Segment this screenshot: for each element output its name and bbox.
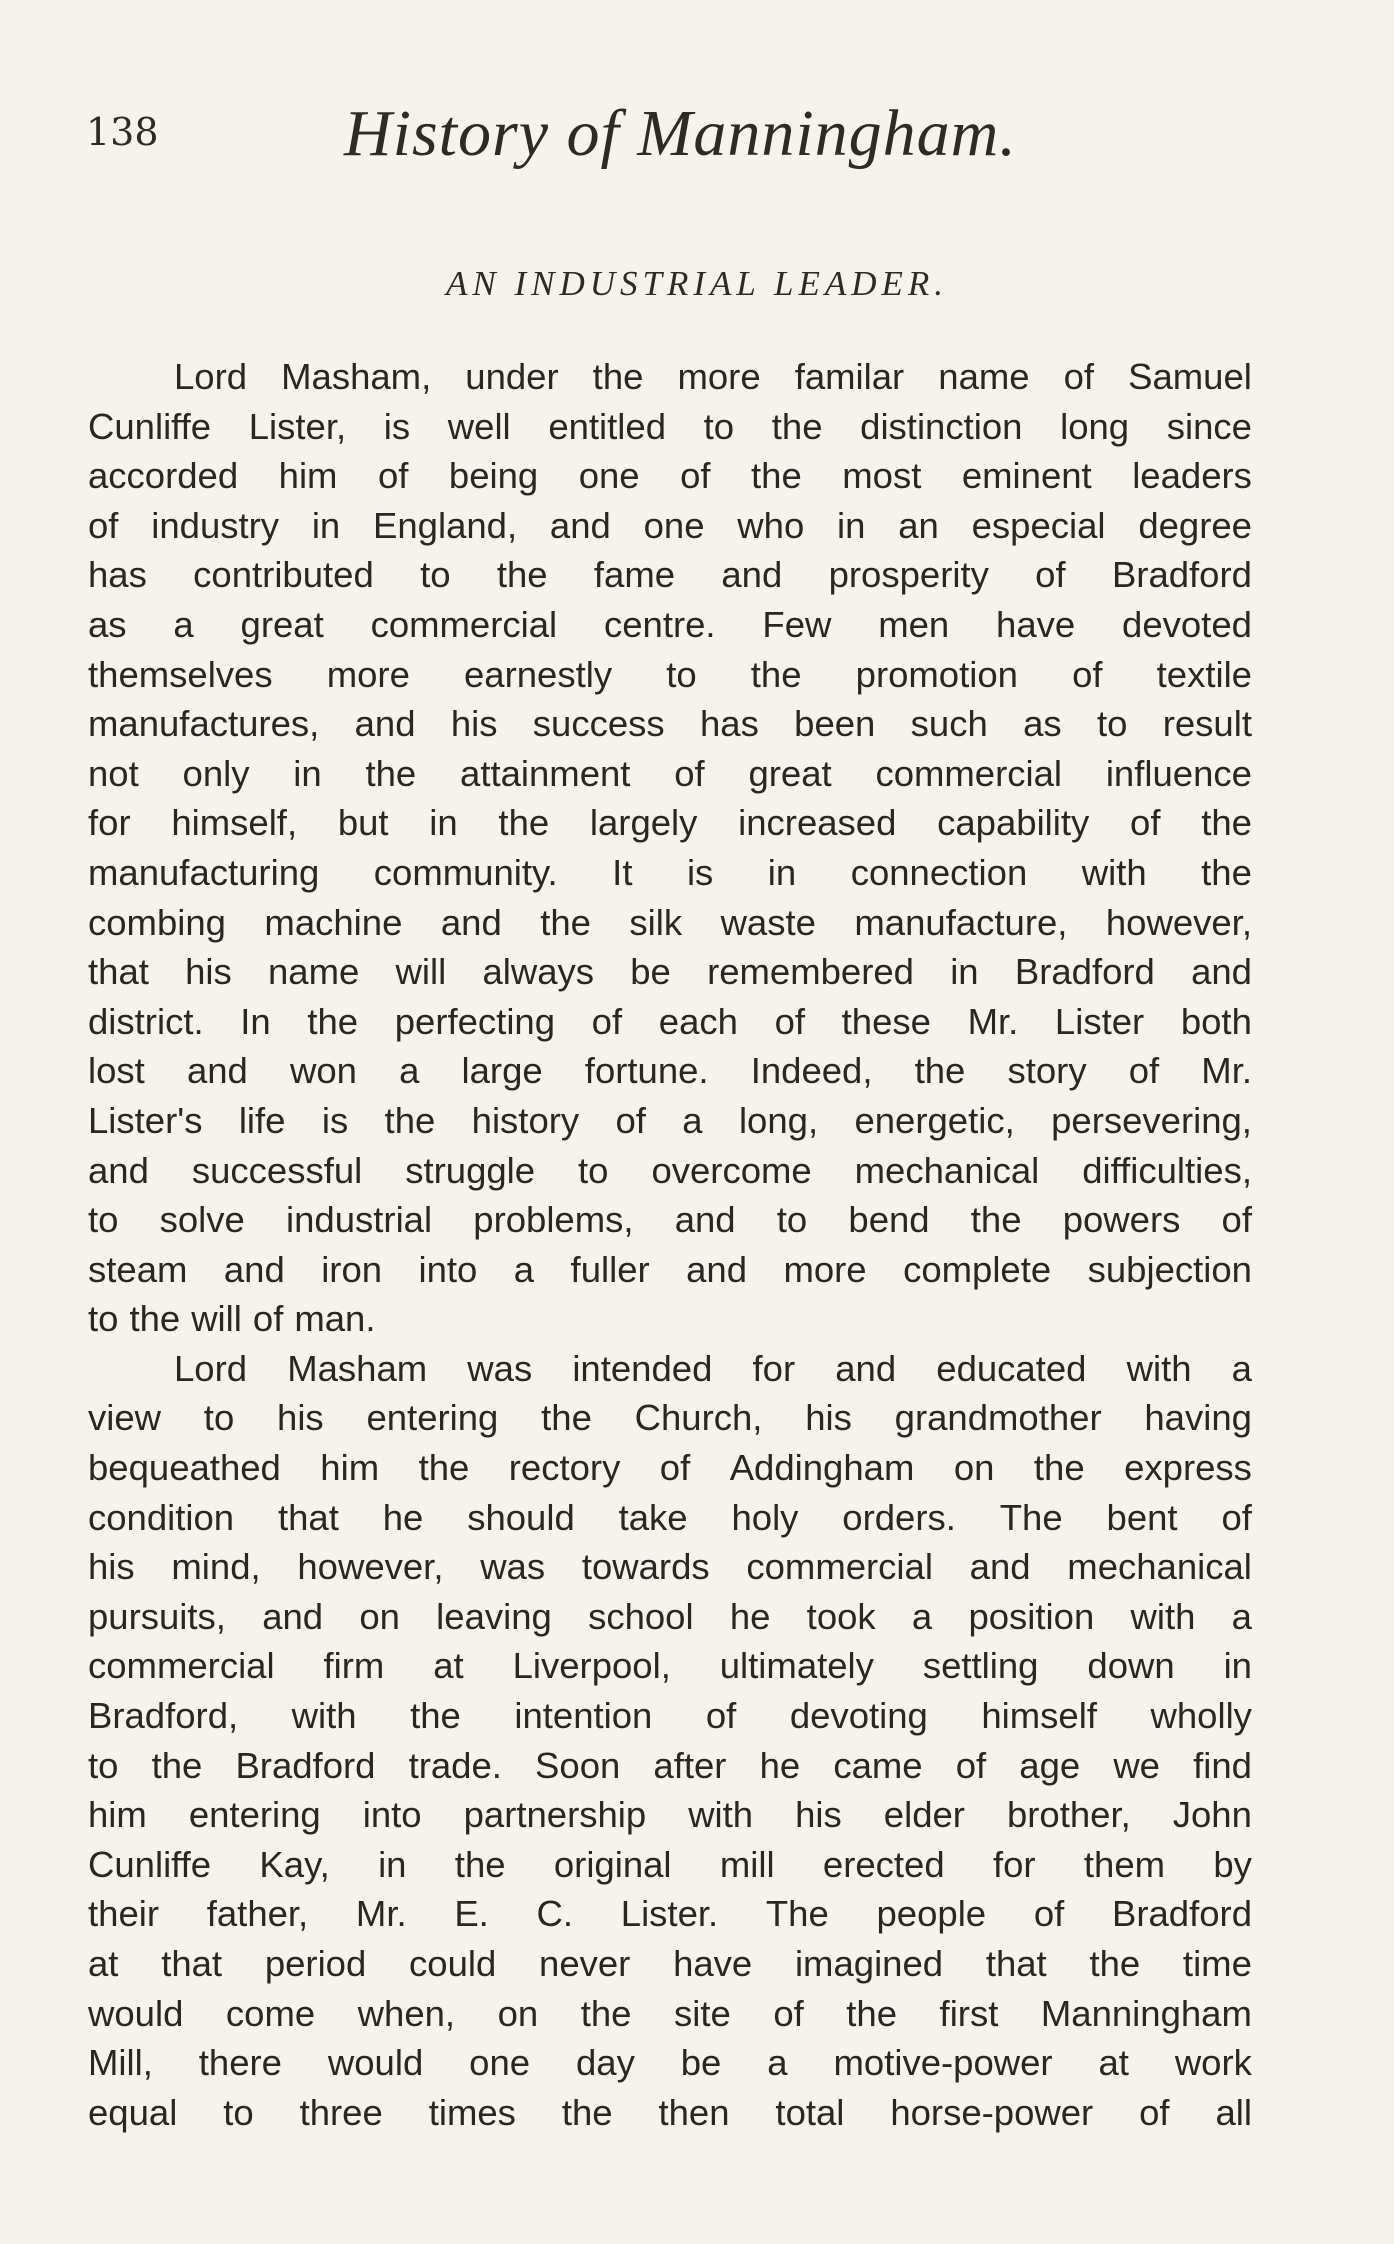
text-line: steam and iron into a fuller and more complete subjection — [88, 1248, 1252, 1290]
text-line: has contributed to the fame and prosperity of Bradford — [88, 554, 1252, 596]
text-line: accorded him of being one of the most eminent leaders — [88, 455, 1252, 497]
text-line: would come when, on the site of the first Manningham — [88, 1992, 1252, 2034]
text-line: district. In the perfecting of each of these Mr. Lister both — [88, 1000, 1252, 1042]
text-line: not only in the attainment of great commercial influence — [88, 752, 1252, 794]
text-line: condition that he should take holy orders. The bent of — [88, 1496, 1252, 1538]
text-line: bequeathed him the rectory of Addingham on the express — [88, 1447, 1252, 1489]
text-line: their father, Mr. E. C. Lister. The people of Bradford — [88, 1893, 1252, 1935]
text-line: at that period could never have imagined that the time — [88, 1943, 1252, 1984]
text-line: Cunliffe Kay, in the original mill erected for them by — [88, 1843, 1252, 1885]
running-head — [86, 96, 1256, 176]
text-line: and successful struggle to overcome mechanical difficulties, — [88, 1149, 1252, 1191]
text-line: commercial firm at Liverpool, ultimately settling down in — [88, 1645, 1252, 1687]
text-line: manufacturing community. It is in connection with the — [88, 851, 1252, 893]
text-line: pursuits, and on leaving school he took a position with a — [88, 1595, 1252, 1637]
text-line: of industry in England, and one who in an especial degree — [88, 504, 1252, 546]
text-line: him entering into partnership with his elder brother, John — [88, 1794, 1252, 1836]
section-title: AN INDUSTRIAL LEADER. — [446, 264, 948, 303]
book-title: History of Manningham. — [344, 97, 1017, 170]
text-line: his mind, however, was towards commercial and mechanical — [88, 1546, 1252, 1588]
text-line: Lord Masham, under the more familar name of Samuel — [174, 356, 1252, 397]
text-line: Lister's life is the history of a long, energetic, persevering, — [88, 1099, 1252, 1141]
body-text — [88, 352, 1252, 2137]
text-line: to the Bradford trade. Soon after he came of age we find — [88, 1744, 1252, 1786]
text-line: Lord Masham was intended for and educated with a — [174, 1347, 1252, 1389]
page-number: 138 — [86, 110, 159, 154]
text-line: Bradford, with the intention of devoting himself wholly — [88, 1695, 1252, 1737]
text-line: equal to three times the then total horse-power of all — [88, 2091, 1252, 2133]
text-line: as a great commercial centre. Few men have devoted — [88, 603, 1252, 645]
text-line: lost and won a large fortune. Indeed, the story of Mr. — [88, 1050, 1252, 1092]
text-line: view to his entering the Church, his grandmother having — [88, 1397, 1252, 1439]
text-line: Mill, there would one day be a motive-power at work — [88, 2042, 1252, 2084]
text-line: themselves more earnestly to the promotion of textile — [88, 653, 1252, 695]
text-line: for himself, but in the largely increased capability of the — [88, 802, 1252, 844]
text-line: that his name will always be remembered in Bradford and — [88, 951, 1252, 993]
text-line: combing machine and the silk waste manufacture, however, — [88, 901, 1252, 943]
text-line: Cunliffe Lister, is well entitled to the distinction long since — [88, 405, 1252, 447]
text-line: to solve industrial problems, and to bend the powers of — [88, 1199, 1252, 1241]
text-line: manufactures, and his success has been such as to result — [88, 703, 1252, 745]
text-line: to the will of man. — [88, 1298, 376, 1340]
